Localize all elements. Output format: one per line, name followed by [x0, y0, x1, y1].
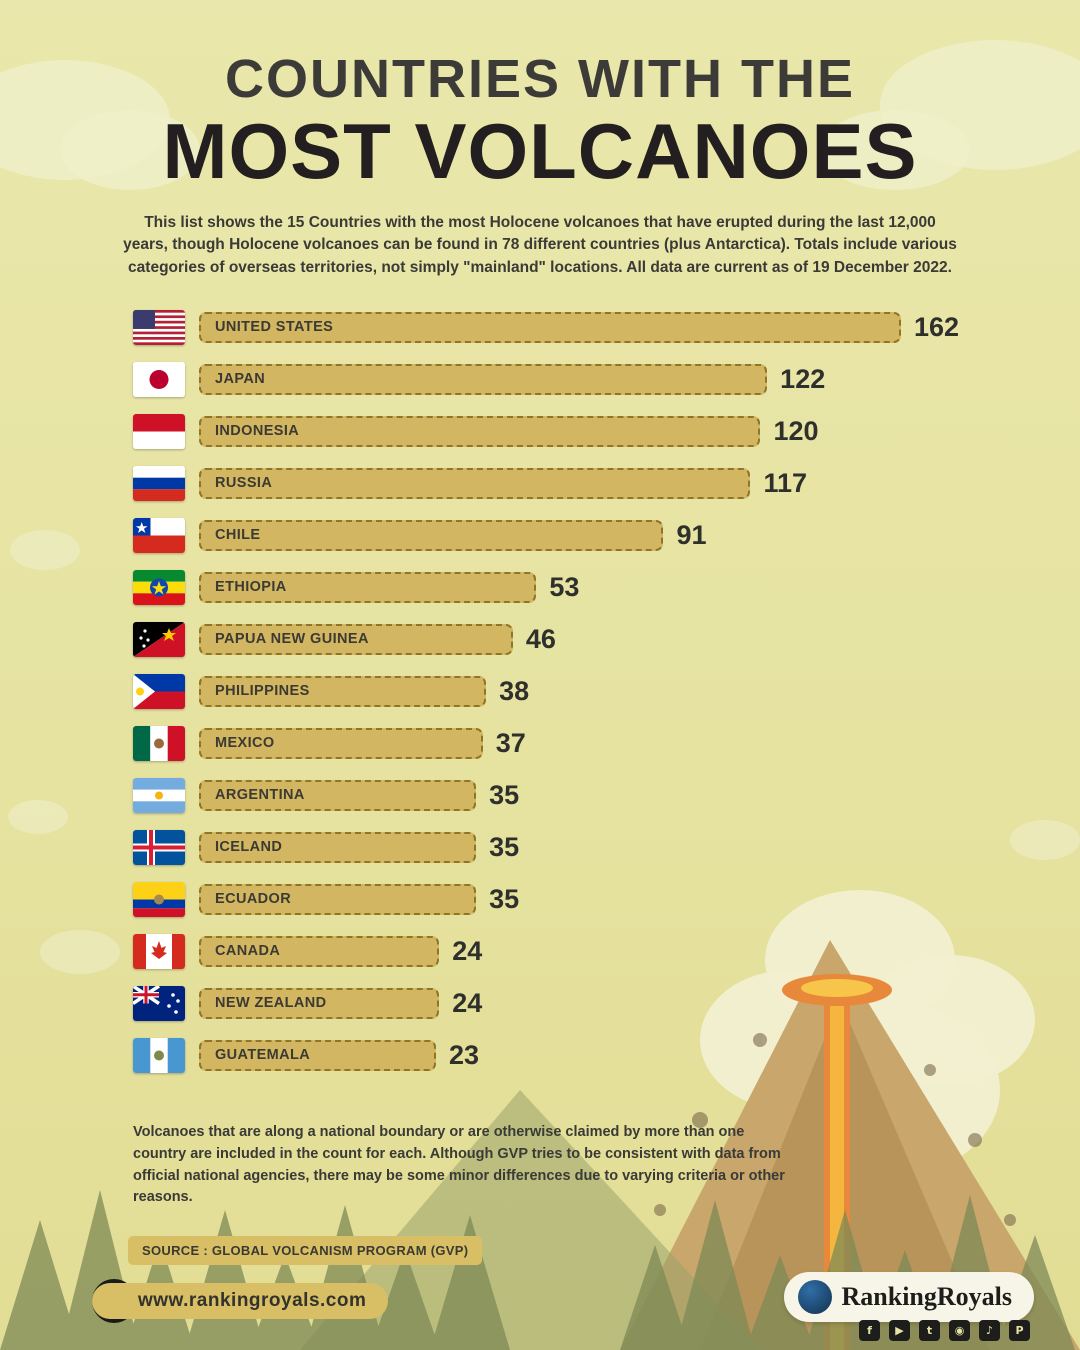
- brand-name: RankingRoyals: [841, 1282, 1012, 1311]
- chart-row: [133, 821, 1080, 873]
- bar: [199, 884, 476, 915]
- value-label: 35: [489, 831, 520, 862]
- social-icon-4[interactable]: ♪: [979, 1320, 1000, 1341]
- bar: [199, 676, 486, 707]
- chart-row: [133, 561, 1080, 613]
- bar: [199, 988, 439, 1019]
- country-label: ICELAND: [215, 839, 283, 856]
- chart-row: [133, 613, 1080, 665]
- value-label: 24: [452, 935, 483, 966]
- flag-icon-cl: [133, 518, 185, 553]
- flag-icon-id: [133, 414, 185, 449]
- flag-icon-gt: [133, 1038, 185, 1073]
- brand-logo: [784, 1272, 1035, 1322]
- bar: [199, 1040, 436, 1071]
- value-label: 91: [676, 519, 707, 550]
- value-label: 117: [763, 467, 807, 498]
- value-label: 24: [452, 987, 483, 1018]
- country-label: RUSSIA: [215, 475, 273, 492]
- chart-row: [133, 1029, 1080, 1081]
- flag-icon-ar: [133, 778, 185, 813]
- intro-text: This list shows the 15 Countries with the most Holocene volcanoes that have erupted during the last 12,000 years, though Holocene volcanoes can be found in 78 different countries (plus Antarctica). Totals include various categories of overseas territories, not simply "mainland" locations. All data are current as of 19 December 2022.: [123, 214, 957, 276]
- value-label: 23: [448, 1039, 479, 1070]
- value-label: 53: [549, 571, 580, 602]
- chart-row: [133, 769, 1080, 821]
- value-label: 35: [489, 779, 520, 810]
- flag-icon-jp: [133, 362, 185, 397]
- chart-row: [133, 509, 1080, 561]
- bar: [199, 312, 901, 343]
- source-badge: SOURCE : GLOBAL VOLCANISM PROGRAM (GVP): [128, 1236, 482, 1265]
- chart-row: [133, 301, 1080, 353]
- country-label: PHILIPPINES: [215, 683, 310, 700]
- value-label: 120: [773, 415, 819, 446]
- social-icon-1[interactable]: ▶: [889, 1320, 910, 1341]
- bar: [199, 572, 536, 603]
- flag-icon-ru: [133, 466, 185, 501]
- chart-row: [133, 353, 1080, 405]
- bar: [199, 468, 750, 499]
- value-label: 122: [780, 363, 826, 394]
- bar: [199, 728, 483, 759]
- country-label: GUATEMALA: [215, 1047, 311, 1064]
- flag-icon-ca: [133, 934, 185, 969]
- flag-icon-pg: [133, 622, 185, 657]
- chart-row: [133, 873, 1080, 925]
- flag-icon-ph: [133, 674, 185, 709]
- country-label: CHILE: [215, 527, 261, 544]
- page-title: MOST VOLCANOES: [162, 107, 918, 195]
- flag-icon-nz: [133, 986, 185, 1021]
- page-header: [0, 0, 1080, 279]
- chart-row: [133, 977, 1080, 1029]
- volcano-bar-chart: [0, 301, 1080, 1081]
- brand-globe-icon: [798, 1280, 832, 1314]
- social-icon-2[interactable]: t: [919, 1320, 940, 1341]
- flag-icon-ec: [133, 882, 185, 917]
- country-label: INDONESIA: [215, 423, 300, 440]
- social-icons[interactable]: [859, 1320, 1030, 1341]
- chart-row: [133, 665, 1080, 717]
- country-label: ARGENTINA: [215, 787, 305, 804]
- country-label: NEW ZEALAND: [215, 995, 327, 1012]
- flag-icon-us: [133, 310, 185, 345]
- title-line-1: COUNTRIES WITH THE: [225, 49, 855, 109]
- flag-icon-is: [133, 830, 185, 865]
- value-label: 162: [914, 311, 960, 342]
- country-label: PAPUA NEW GUINEA: [215, 631, 369, 648]
- country-label: JAPAN: [215, 371, 266, 388]
- country-label: CANADA: [215, 943, 281, 960]
- website-link[interactable]: www.rankingroyals.com: [92, 1283, 388, 1319]
- country-label: UNITED STATES: [215, 319, 334, 336]
- bar: [199, 364, 767, 395]
- social-icon-0[interactable]: f: [859, 1320, 880, 1341]
- country-label: ECUADOR: [215, 891, 292, 908]
- value-label: 37: [495, 727, 526, 758]
- flag-icon-mx: [133, 726, 185, 761]
- value-label: 38: [499, 675, 530, 706]
- bar: [199, 780, 476, 811]
- footnote-text: Volcanoes that are along a national boundary or are otherwise claimed by more than one country are included in the count for each. Although GVP tries to be consistent with data from official national agencies, there may be some minor differences due to varying criteria or other reasons.: [133, 1124, 785, 1206]
- bar: [199, 936, 439, 967]
- country-label: MEXICO: [215, 735, 275, 752]
- bar: [199, 520, 663, 551]
- flag-icon-et: [133, 570, 185, 605]
- social-icon-5[interactable]: P: [1009, 1320, 1030, 1341]
- chart-row: [133, 925, 1080, 977]
- bar: [199, 416, 760, 447]
- value-label: 35: [489, 883, 520, 914]
- bar: [199, 832, 476, 863]
- chart-row: [133, 457, 1080, 509]
- value-label: 46: [525, 623, 556, 654]
- country-label: ETHIOPIA: [215, 579, 287, 596]
- social-icon-3[interactable]: ◉: [949, 1320, 970, 1341]
- bar: [199, 624, 513, 655]
- chart-row: [133, 405, 1080, 457]
- chart-row: [133, 717, 1080, 769]
